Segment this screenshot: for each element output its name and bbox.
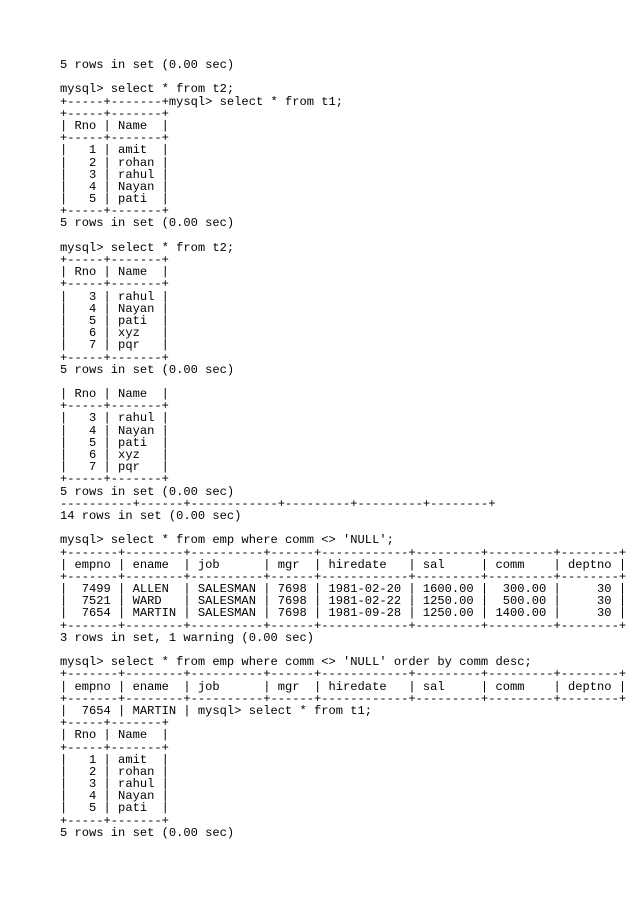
console-line: +-------+--------+----------+------+------------+---------+---------+--------+: [60, 545, 627, 560]
console-line: | 3 | rahul |: [60, 777, 169, 792]
console-line: | empno | ename | job | mgr | hiredate | sal | comm | deptno |: [60, 557, 627, 572]
console-line: | 7654 | MARTIN | SALESMAN | 7698 | 1981-09-28 | 1250.00 | 1400.00 | 30 |: [60, 606, 627, 621]
console-line: | 4 | Nayan |: [60, 301, 169, 316]
console-line: | 3 | rahul |: [60, 167, 169, 182]
console-line: +-------+--------+----------+------+------------+---------+---------+--------+: [60, 618, 627, 633]
console-line: 5 rows in set (0.00 sec): [60, 362, 235, 377]
console-line: +-----+-------+: [60, 204, 169, 219]
console-line: | 1 | amit |: [60, 752, 169, 767]
console-line: | 7 | pqr |: [60, 460, 169, 475]
console-line: | 2 | rohan |: [60, 155, 169, 170]
console-line: 5 rows in set (0.00 sec): [60, 825, 235, 840]
console-line: +-----+-------+mysql> select * from t1;: [60, 94, 344, 109]
mysql-console-output: [60, 59, 626, 839]
console-line: +-----+-------+: [60, 716, 169, 731]
console-line: | 4 | Nayan |: [60, 423, 169, 438]
console-line: | 6 | xyz |: [60, 448, 169, 462]
console-line: 3 rows in set, 1 warning (0.00 sec): [60, 630, 315, 645]
console-line: | 7521 | WARD | SALESMAN | 7698 | 1981-02-22 | 1250.00 | 500.00 | 30 |: [60, 594, 627, 609]
console-line: +-----+-------+: [60, 253, 169, 267]
console-line: ----------+------+------------+---------+---------+--------+: [60, 496, 496, 511]
console-line: +-------+--------+----------+------+------------+---------+---------+--------+: [60, 667, 627, 682]
console-line: +-----+-------+: [60, 131, 169, 146]
console-line: | 7 | pqr |: [60, 338, 169, 353]
console-line: +-------+--------+----------+------+------------+---------+---------+--------+: [60, 569, 627, 584]
console-line: | Rno | Name |: [60, 387, 169, 402]
console-line: mysql> select * from t2;: [60, 240, 235, 255]
console-line: +-----+-------+: [60, 350, 169, 365]
console-line: +-----+-------+: [60, 399, 169, 414]
console-line: | 4 | Nayan |: [60, 179, 169, 194]
console-line: mysql> select * from emp where comm <> 'NULL' order by comm desc;: [60, 655, 532, 670]
console-line: +-----+-------+: [60, 277, 169, 292]
console-line: | 4 | Nayan |: [60, 789, 169, 804]
console-line: 14 rows in set (0.00 sec): [60, 508, 242, 523]
console-line: 5 rows in set (0.00 sec): [60, 216, 235, 231]
console-line: mysql> select * from emp where comm <> 'NULL';: [60, 533, 394, 548]
console-line: | 3 | rahul |: [60, 411, 169, 426]
console-line: | 2 | rohan |: [60, 764, 169, 779]
console-line: mysql> select * from t2;: [60, 82, 235, 97]
console-line: | 5 | pati |: [60, 192, 169, 207]
console-line: | Rno | Name |: [60, 265, 169, 280]
console-line: +-----+-------+: [60, 472, 169, 487]
console-line: | 5 | pati |: [60, 435, 169, 450]
console-line: | 5 | pati |: [60, 801, 169, 816]
console-line: | Rno | Name |: [60, 118, 169, 133]
console-line: | empno | ename | job | mgr | hiredate | sal | comm | deptno |: [60, 679, 627, 694]
console-line: | Rno | Name |: [60, 728, 169, 743]
console-line: 5 rows in set (0.00 sec): [60, 484, 235, 499]
console-line: | 1 | amit |: [60, 143, 169, 158]
console-line: | 6 | xyz |: [60, 326, 169, 341]
console-line: +-----+-------+: [60, 740, 169, 755]
console-line: | 7499 | ALLEN | SALESMAN | 7698 | 1981-02-20 | 1600.00 | 300.00 | 30 |: [60, 582, 627, 597]
console-line: +-----+-------+: [60, 106, 169, 121]
console-line: +-------+--------+----------+------+------------+---------+---------+--------+: [60, 691, 627, 706]
console-line: | 7654 | MARTIN | mysql> select * from t1;: [60, 703, 373, 718]
console-line: | 3 | rahul |: [60, 289, 169, 304]
console-line: 5 rows in set (0.00 sec): [60, 58, 235, 72]
console-line: | 5 | pati |: [60, 313, 169, 328]
console-line: [60, 230, 626, 242]
console-line: +-----+-------+: [60, 813, 169, 828]
